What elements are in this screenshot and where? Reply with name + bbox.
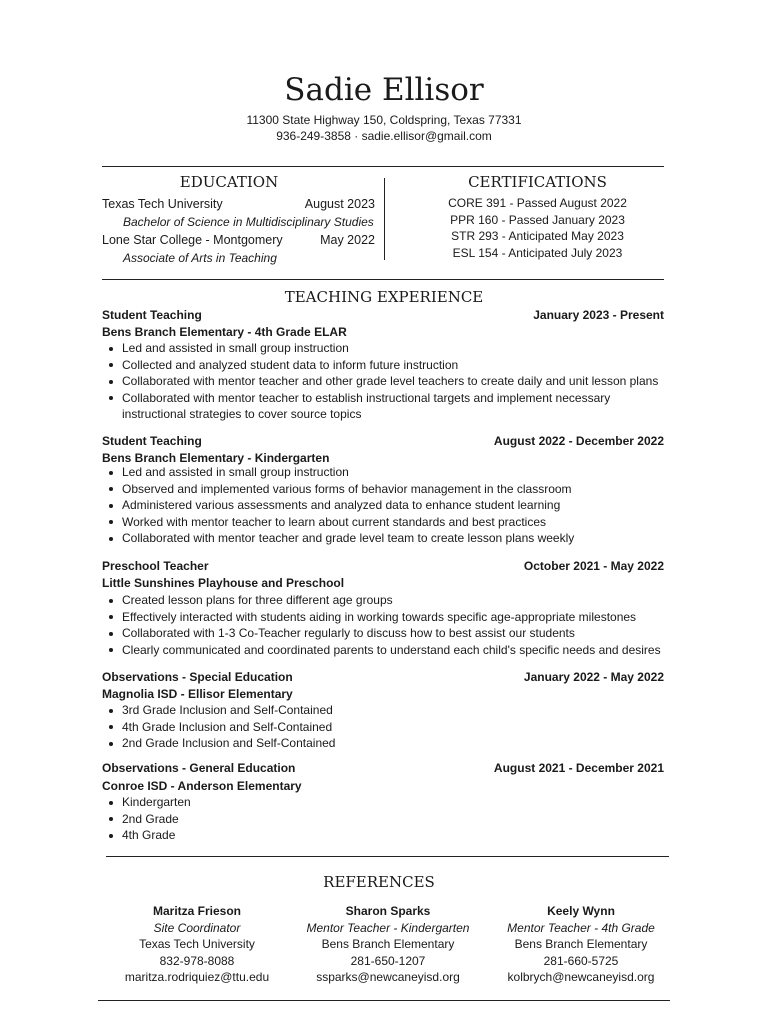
education-school-1: Texas Tech University [102, 197, 223, 211]
reference-name: Sharon Sparks [345, 904, 431, 918]
section-divider [106, 856, 669, 857]
list-item: Led and assisted in small group instruction [102, 340, 658, 357]
bullet-dot [109, 817, 113, 821]
header-divider [102, 166, 664, 167]
job-organization: Bens Branch Elementary - 4th Grade ELAR [102, 325, 347, 339]
education-degree-1: Bachelor of Science in Multidisciplinary Studies [123, 215, 374, 229]
job-bullet-list [102, 340, 658, 423]
list-item: Effectively interacted with students aiding in working towards specific age-appropriate milestones [102, 609, 661, 626]
reference-title: Site Coordinator [153, 920, 241, 935]
applicant-name: Sadie Ellisor [284, 72, 484, 108]
footer-divider [98, 1000, 670, 1001]
reference-name: Maritza Frieson [152, 904, 242, 918]
reference-title: Mentor Teacher - 4th Grade [507, 920, 655, 935]
bullet-dot [109, 648, 113, 652]
bullet-dot [109, 834, 113, 838]
bullet-dot [109, 347, 113, 351]
list-item: Kindergarten [102, 794, 191, 811]
bullet-dot [109, 487, 113, 491]
bullet-dot [109, 801, 113, 805]
reference-phone: 281-660-5725 [543, 953, 619, 968]
job-bullet-list [102, 794, 191, 844]
job-organization: Conroe ISD - Anderson Elementary [102, 779, 302, 793]
bullet-dot [109, 599, 113, 603]
reference-card [293, 903, 483, 986]
reference-card [486, 903, 676, 986]
job-dates: August 2022 - December 2022 [493, 434, 664, 448]
bullet-dot [109, 520, 113, 524]
job-role: Observations - Special Education [102, 670, 293, 684]
list-item: 4th Grade Inclusion and Self-Contained [102, 719, 335, 736]
bullet-dot [109, 396, 113, 400]
job-organization: Magnolia ISD - Ellisor Elementary [102, 687, 293, 701]
job-dates: January 2023 - Present [533, 308, 664, 322]
education-certifications-divider [384, 178, 385, 260]
reference-organization: Texas Tech University [139, 937, 255, 951]
list-item: Collaborated with mentor teacher and other grade level teachers to create daily and unit lesson plans [102, 373, 658, 390]
job-bullet-list [102, 702, 335, 752]
education-school-2: Lone Star College - Montgomery [102, 233, 283, 247]
list-item: Collaborated with 1-3 Co-Teacher regularly to discuss how to best assist our students [102, 625, 661, 642]
reference-card [102, 903, 292, 986]
education-degree-2: Associate of Arts in Teaching [123, 251, 277, 265]
references-heading: REFERENCES [323, 873, 435, 891]
bullet-dot [109, 471, 113, 475]
bullet-dot [109, 725, 113, 729]
list-item: 2nd Grade Inclusion and Self-Contained [102, 735, 335, 752]
job-dates: August 2021 - December 2021 [493, 761, 664, 775]
bullet-dot [109, 742, 113, 746]
job-role: Student Teaching [102, 308, 202, 322]
job-role: Preschool Teacher [102, 559, 209, 573]
list-item: 4th Grade [102, 827, 191, 844]
bullet-dot [109, 537, 113, 541]
education-heading: EDUCATION [179, 173, 279, 191]
phone-email-line: 936-249-3858 · sadie.ellisor@gmail.com [276, 129, 492, 143]
bullet-dot [109, 615, 113, 619]
reference-phone: 281-650-1207 [350, 953, 426, 968]
reference-name: Keely Wynn [547, 904, 615, 918]
education-date-2: May 2022 [320, 233, 375, 247]
list-item: Administered various assessments and analyzed data to enhance student learning [102, 497, 574, 514]
list-item: Worked with mentor teacher to learn about current standards and best practices [102, 514, 574, 531]
job-role: Observations - General Education [102, 761, 296, 775]
reference-email: kolbrych@newcaneyisd.org [507, 970, 655, 984]
reference-organization: Bens Branch Elementary [514, 937, 648, 951]
list-item: Created lesson plans for three different age groups [102, 592, 661, 609]
list-item: 2nd Grade [102, 811, 191, 828]
section-divider [102, 279, 664, 280]
job-bullet-list [102, 464, 574, 547]
job-organization: Bens Branch Elementary - Kindergarten [102, 451, 330, 465]
reference-title: Mentor Teacher - Kindergarten [306, 920, 470, 935]
reference-email: maritza.rodriquiez@ttu.edu [124, 970, 270, 984]
bullet-dot [109, 709, 113, 713]
job-dates: October 2021 - May 2022 [523, 559, 664, 573]
certification-item: PPR 160 - Passed January 2023 [450, 213, 625, 227]
list-item: Observed and implemented various forms of behavior management in the classroom [102, 481, 574, 498]
list-item: Collaborated with mentor teacher and grade level team to create lesson plans weekly [102, 530, 574, 547]
bullet-dot [109, 504, 113, 508]
job-role: Student Teaching [102, 434, 202, 448]
bullet-dot [109, 632, 113, 636]
job-organization: Little Sunshines Playhouse and Preschool [102, 576, 345, 590]
education-date-1: August 2023 [304, 197, 375, 211]
list-item-continuation: instructional strategies to cover source topics [122, 407, 362, 421]
bullet-dot [109, 363, 113, 367]
list-item: Collected and analyzed student data to inform future instruction [102, 357, 658, 374]
job-dates: January 2022 - May 2022 [523, 670, 664, 684]
list-item: Collaborated with mentor teacher to establish instructional targets and implement necessary [102, 390, 658, 407]
certification-item: ESL 154 - Anticipated July 2023 [452, 246, 623, 260]
list-item: Clearly communicated and coordinated parents to understand each child's specific needs and desires [102, 642, 661, 659]
experience-heading: TEACHING EXPERIENCE [284, 288, 484, 306]
certification-item: CORE 391 - Passed August 2022 [448, 196, 627, 210]
bullet-dot [109, 380, 113, 384]
address-line: 11300 State Highway 150, Coldspring, Texas 77331 [246, 113, 522, 127]
reference-email: ssparks@newcaneyisd.org [316, 970, 460, 984]
certification-item: STR 293 - Anticipated May 2023 [451, 229, 624, 243]
list-item: 3rd Grade Inclusion and Self-Contained [102, 702, 335, 719]
reference-phone: 832-978-8088 [159, 953, 235, 968]
job-bullet-list [102, 592, 661, 658]
certifications-heading: CERTIFICATIONS [468, 173, 607, 191]
reference-organization: Bens Branch Elementary [321, 937, 455, 951]
list-item: Led and assisted in small group instruction [102, 464, 574, 481]
